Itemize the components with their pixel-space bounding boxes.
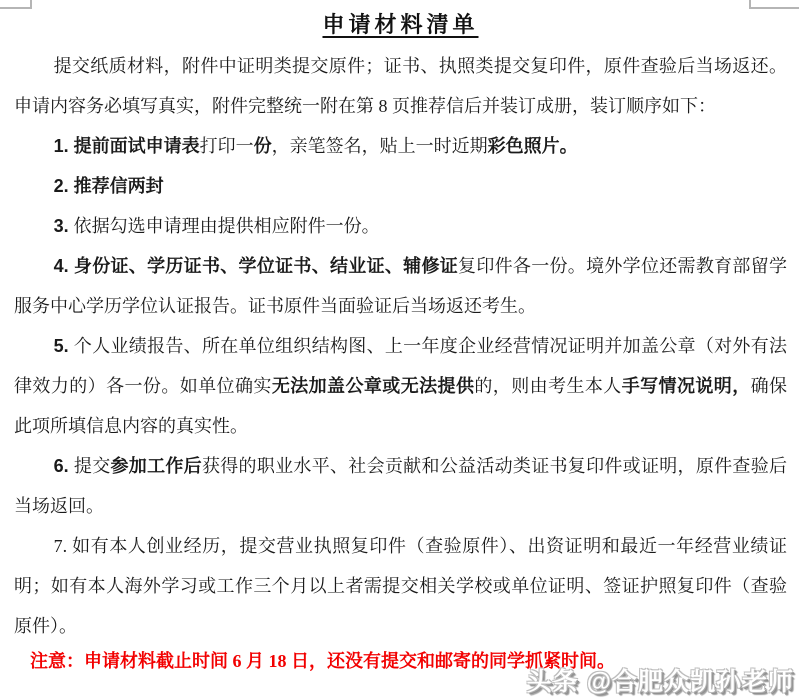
deadline-note: 注意：申请材料截止时间 6 月 18 日，还没有提交和邮寄的同学抓紧时间。 — [30, 651, 615, 671]
toutiao-watermark: 头条 @合肥众凯孙老师 — [526, 668, 794, 696]
list-item-1: 1. 提前面试申请表打印一份，亲笔签名，贴上一时近期彩色照片。 — [53, 136, 578, 156]
document-page — [0, 4, 799, 676]
list-item-4: 4. 身份证、学历证书、学位证书、结业证、辅修证复印件各一份。境外学位还需教育部留学服务中心学历学位认证报告。证书原件当面验证后当场返还考生。 — [14, 256, 787, 316]
list-item-5: 5. 个人业绩报告、所在单位组织结构图、上一年度企业经营情况证明并加盖公章（对外有法律效力的）各一份。如单位确实无法加盖公章或无法提供的，则由考生本人手写情况说明，确保此项所填信息内容的真实性。 — [14, 336, 788, 436]
intro-paragraph: 提交纸质材料，附件中证明类提交原件；证书、执照类提交复印件，原件查验后当场返还。申请内容务必填写真实，附件完整统一附在第 8 页推荐信后并装订成册，装订顺序如下： — [14, 56, 787, 116]
document-title: 申请材料清单 — [322, 12, 479, 37]
list-item-3: 3. 依据勾选申请理由提供相应附件一份。 — [53, 216, 380, 236]
list-item-2: 2. 推荐信两封 — [53, 176, 164, 196]
list-item-6: 6. 提交参加工作后获得的职业水平、社会贡献和公益活动类证书复印件或证明，原件查验后当场返回。 — [14, 456, 788, 516]
list-item-7: 7. 如有本人创业经历，提交营业执照复印件（查验原件）、出资证明和最近一年经营业绩证明；如有本人海外学习或工作三个月以上者需提交相关学校或单位证明、签证护照复印件（查验原件）。 — [14, 536, 787, 636]
